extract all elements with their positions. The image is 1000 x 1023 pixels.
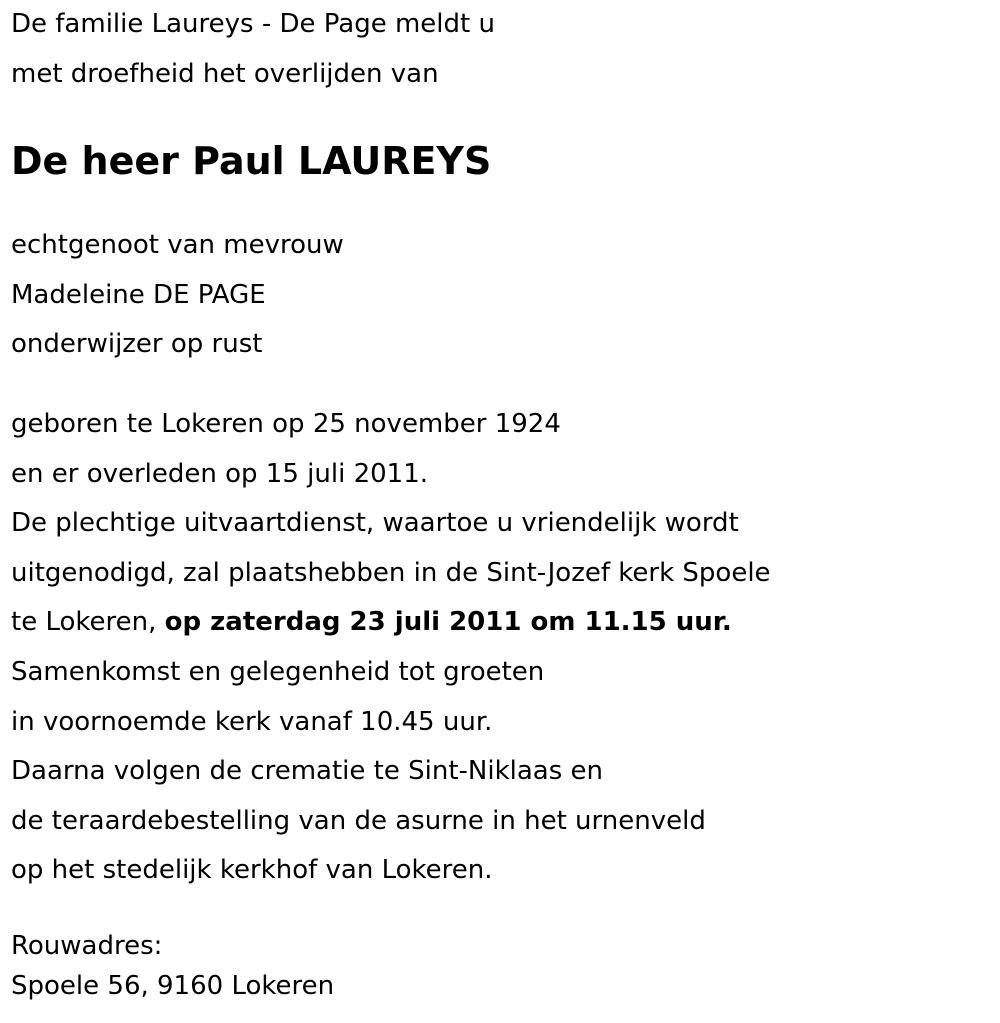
profession: onderwijzer op rust <box>11 329 263 360</box>
service-date-time: op zaterdag 23 juli 2011 om 11.15 uur. <box>164 607 732 638</box>
address-value: Spoele 56, 9160 Lokeren <box>11 970 335 1001</box>
address-label: Rouwadres: <box>11 930 163 961</box>
death-info: en er overleden op 15 juli 2011. <box>11 458 429 489</box>
birth-info: geboren te Lokeren op 25 november 1924 <box>11 408 561 439</box>
spouse-name: Madeleine DE PAGE <box>11 279 266 310</box>
relation-block <box>11 221 991 370</box>
service-line-3 <box>11 598 991 648</box>
intro-block <box>11 0 991 99</box>
service-line-2: uitgenodigd, zal plaatshebben in de Sint-Jozef kerk Spoele <box>11 557 771 588</box>
intro-line-1: De familie Laureys - De Page meldt u <box>11 9 495 39</box>
deceased-name: De heer Paul LAUREYS <box>11 139 492 184</box>
gathering-line-2: in voornoemde kerk vanaf 10.45 uur. <box>11 706 493 737</box>
service-location-text: te Lokeren, <box>11 607 165 638</box>
address-block <box>11 926 991 1006</box>
obituary-notice <box>11 0 991 1006</box>
cremation-line-3: op het stedelijk kerkhof van Lokeren. <box>11 855 493 886</box>
gathering-line-1: Samenkomst en gelegenheid tot groeten <box>11 656 545 687</box>
cremation-line-2: de teraardebestelling van de asurne in het urnenveld <box>11 805 706 836</box>
service-line-1: De plechtige uitvaartdienst, waartoe u vriendelijk wordt <box>11 508 739 539</box>
intro-line-2: met droefheid het overlijden van <box>11 58 439 89</box>
details-block <box>11 400 991 896</box>
relation-line-1: echtgenoot van mevrouw <box>11 230 344 261</box>
cremation-line-1: Daarna volgen de crematie te Sint-Niklaas en <box>11 756 604 787</box>
